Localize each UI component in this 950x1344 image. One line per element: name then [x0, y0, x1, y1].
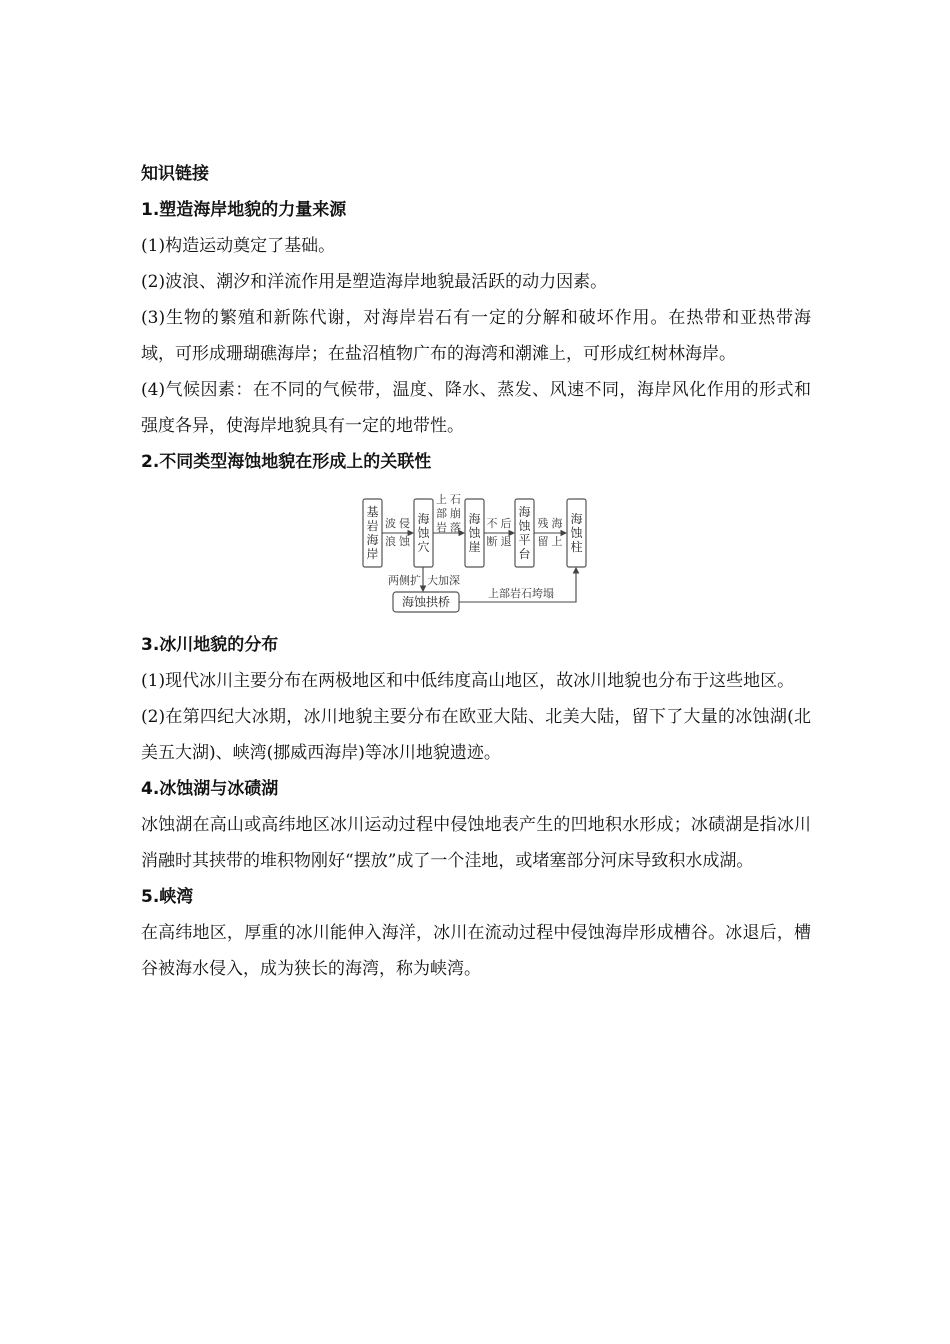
paragraph: (4)气候因素：在不同的气候带，温度、降水、蒸发、风速不同，海岸风化作用的形式和强度各异，使海岸地貌具有一定的地带性。	[141, 380, 811, 436]
node-label-platform: 海蚀平台	[518, 505, 531, 561]
flow-diagram-svg	[361, 483, 591, 619]
section-3-title: 3.冰川地貌的分布	[141, 635, 279, 655]
edge-label-remain: 残留海上	[537, 517, 563, 548]
paragraph: (2)在第四纪大冰期，冰川地貌主要分布在欧亚大陆、北美大陆，留下了大量的冰蚀湖(北美五大湖)、峡湾(挪威西海岸)等冰川地貌遗迹。	[141, 707, 811, 763]
section-heading: 知识链接	[141, 164, 209, 184]
edge-label-wave-erosion: 波浪侵蚀	[385, 517, 410, 548]
section-4-title: 4.冰蚀湖与冰碛湖	[141, 779, 279, 799]
paragraph: 冰蚀湖在高山或高纬地区冰川运动过程中侵蚀地表产生的凹地积水形成；冰碛湖是指冰川消融时其挟带的堆积物刚好“摆放”成了一个洼地，或堵塞部分河床导致积水成湖。	[141, 815, 811, 871]
node-label-sea-cliff: 海蚀崖	[468, 512, 481, 554]
section-1-title: 1.塑造海岸地貌的力量来源	[141, 200, 347, 220]
node-label-sea-stack: 海蚀柱	[570, 512, 583, 554]
node-label-bedrock-coast: 基岩海岸	[366, 505, 379, 561]
edge-label-widen-left: 两侧扩	[388, 574, 421, 587]
paragraph: (3)生物的繁殖和新陈代谢，对海岸岩石有一定的分解和破坏作用。在热带和亚热带海域，可形成珊瑚礁海岸；在盐沼植物广布的海湾和潮滩上，可形成红树林海岸。	[141, 308, 811, 364]
document-content	[141, 156, 811, 987]
edge-label-retreat: 不断后退	[486, 517, 512, 548]
section-5-title: 5.峡湾	[141, 887, 194, 907]
paragraph: (1)构造运动奠定了基础。	[141, 236, 336, 256]
paragraph: (1)现代冰川主要分布在两极地区和中低纬度高山地区，故冰川地貌也分布于这些地区。	[141, 671, 795, 691]
edge-label-collapse: 上部岩石垮塌	[488, 587, 554, 600]
node-label-sea-arch: 海蚀拱桥	[401, 595, 451, 609]
paragraph: 在高纬地区，厚重的冰川能伸入海洋，冰川在流动过程中侵蚀海岸形成槽谷。冰退后，槽谷被海水侵入，成为狭长的海湾，称为峡湾。	[141, 923, 811, 979]
sea-erosion-flow-diagram	[141, 483, 811, 619]
section-2-title: 2.不同类型海蚀地貌在形成上的关联性	[141, 452, 432, 472]
paragraph: (2)波浪、潮汐和洋流作用是塑造海岸地貌最活跃的动力因素。	[141, 272, 608, 292]
node-label-sea-cave: 海蚀穴	[417, 512, 430, 554]
edge-label-rock-fall: 上部岩石崩落	[436, 493, 461, 534]
edge-label-widen-right: 大加深	[427, 574, 460, 587]
